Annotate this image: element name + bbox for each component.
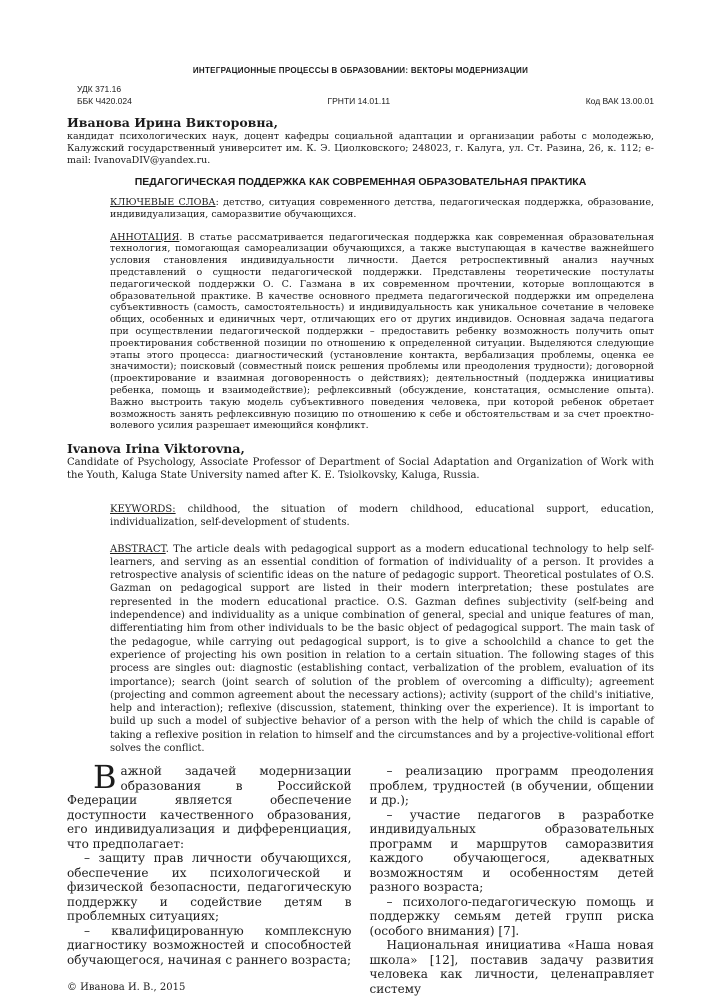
list-item: – участие педагогов в разработке индивидуальных образовательных программ и маршрутов саморазвития каждого обучающегося, адекватных возможностям и особенностям детей разного возраста; [369, 807, 654, 895]
keywords-en-label: KEYWORDS: [110, 504, 176, 516]
abstract-ru [110, 232, 654, 433]
paragraph: Национальная инициатива «Наша новая школа» [12], поставив задачу развития человека как личности, целенаправляет систему [369, 938, 654, 996]
grnti-code: ГРНТИ 14.01.11 [327, 96, 391, 106]
bbk-code: ББК Ч420.024 [77, 96, 132, 106]
abstract-en-label: ABSTRACT [110, 543, 166, 555]
keywords-en [110, 503, 654, 529]
list-item: – квалифицированную комплексную диагностику возможностей и способностей обучающегося, начиная с раннего возраста; [67, 923, 352, 967]
keywords-ru [110, 197, 654, 221]
list-item: – психолого-педагогическую помощь и поддержку семьям детей групп риска (особого внимания) [7]. [369, 894, 654, 938]
abstract-en [110, 543, 654, 756]
paragraph-opening-text: ажной задачей модернизации образования в Российской Федерации является обеспечение доступности качественного образования, его индивидуализация и дифференциация, что предполагает: [67, 764, 352, 851]
author-name-ru: Иванова Ирина Викторовна, [67, 115, 278, 130]
udk-code: УДК 371.16 [77, 84, 122, 94]
author-affiliation-ru: кандидат психологических наук, доцент кафедры социальной адаптации и организации работы с молодежью, Калужский государственный университет им. К. Э. Циолковского; 248023, г. Калуга, ул. Ст. Разина, 26, к. 112; e-mail: IvanovaDIV@yandex.ru. [67, 131, 654, 166]
author-name-en: Ivanova Irina Viktorovna, [67, 441, 245, 457]
author-block-ru [67, 116, 654, 167]
running-head: ИНТЕГРАЦИОННЫЕ ПРОЦЕССЫ В ОБРАЗОВАНИИ: ВЕКТОРЫ МОДЕРНИЗАЦИИ [192, 66, 529, 75]
keywords-ru-text: : детство, ситуация современного детства, педагогическая поддержка, образование, индивидуализация, саморазвитие обучающихся. [110, 197, 654, 220]
codes-row [77, 96, 654, 106]
annotation-block-ru [110, 197, 654, 432]
abstract-ru-text: . В статье рассматривается педагогическая поддержка как современная образовательная технология, помогающая самореализации обучающихся, а также выступающая в качестве важнейшего условия становления индивидуальности личности. Дается ретроспективный анализ научных представлений о сущности педагогической поддержки. Представлены теоретические постулаты педагогической поддержки О. С. Газмана в их современном прочтении, которые воплощаются в образовательной практике. В качестве основного предмета педагогической поддержки им определена субъективность (самость, самостоятельность) и индивидуальность как уникальное сочетание в человеке общих, особенных и единичных черт, отличающих его от других индивидов. Основная задача педагога при осуществлении педагогической поддержки – предоставить ребенку возможность получить опыт проектирования собственной позиции по отношению к определенной ситуации. Выделяются следующие этапы этого процесса: диагностический (установление контакта, вербализация проблемы, оценка ее значимости); поисковый (совместный поиск решения проблемы или преодоления трудности); договорной (проектирование и взаимная договоренность о действиях); деятельностный (поддержка инициативы ребенка, помощь и взаимодействие); рефлексивный (обсуждение, констатация, осмысление опыта). Важно выстроить такую модель субъективного поведения человека, при которой ребенок обретает возможность занять рефлексивную позицию по отношению к себе и обстоятельствам и за счет проектно-волевого усилия разрешает имеющийся конфликт. [110, 231, 654, 432]
list-item: – защиту прав личности обучающихся, обеспечение их психологической и физической безопасности, педагогическую поддержку и содействие детям в проблемных ситуациях; [67, 851, 352, 924]
article-body [67, 758, 654, 996]
article-title-ru: ПЕДАГОГИЧЕСКАЯ ПОДДЕРЖКА КАК СОВРЕМЕННАЯ ОБРАЗОВАТЕЛЬНАЯ ПРАКТИКА [134, 176, 587, 188]
abstract-ru-label: АННОТАЦИЯ [110, 231, 180, 243]
copyright-notice: © Иванова И. В., 2015 [67, 982, 186, 994]
author-block-en [67, 442, 654, 482]
list-item: – реализацию программ преодоления проблем, трудностей (в обучении, общении и др.); [369, 764, 654, 808]
paragraph-opening [67, 758, 352, 851]
keywords-ru-label: КЛЮЧЕВЫЕ СЛОВА [110, 197, 216, 208]
author-affiliation-en: Candidate of Psychology, Associate Professor of Department of Social Adaptation and Organization of Work with the Youth, Kaluga State University named after K. E. Tsiolkovsky, Kaluga, Russia. [67, 457, 654, 481]
body-left-column [67, 758, 352, 996]
drop-cap: В [93, 758, 117, 797]
abstract-en-text: . The article deals with pedagogical support as a modern educational technology to help self-learners, and serving as an essential condition of formation of individuality of a person. It provides a retrospective analysis of scientific ideas on the nature of pedagogic support. Theoretical postulates of O.S. Gazman on pedagogical support are listed in their modern interpretation; these postulates are represented in the modern educational practice. O.S. Gazman defines subjectivity (self-being and independence) and individuality as a unique combination of general, special and unique features of man, differentiating him from other individuals to be the basic object of pedagogical support. The main task of the pedagogue, while carrying out pedagogical support, is to give a schoolchild a chance to get the experience of projecting his own position in relation to a certain situation. The following stages of this process are singles out: diagnostic (establishing contact, verbalization of the problem, evaluation of its importance); search (joint search of solution of the problem of overcoming a difficulty); agreement (projecting and common agreement about the necessary actions); activity (support of the child's initiative, help and interaction); reflexive (discussion, statement, thinking over the experience). It is important to build up such a model of subjective behavior of a person with the help of which the child is capable of taking a reflexive position in relation to himself and the circumstances and by a projective-volitional effort solves the conflict. [110, 543, 654, 754]
annotation-block-en [110, 503, 654, 755]
body-right-column [370, 764, 655, 996]
keywords-en-text: childhood, the situation of modern childhood, educational support, education, individualization, self-development of students. [110, 504, 654, 529]
vak-code: Код ВАК 13.00.01 [585, 96, 654, 106]
